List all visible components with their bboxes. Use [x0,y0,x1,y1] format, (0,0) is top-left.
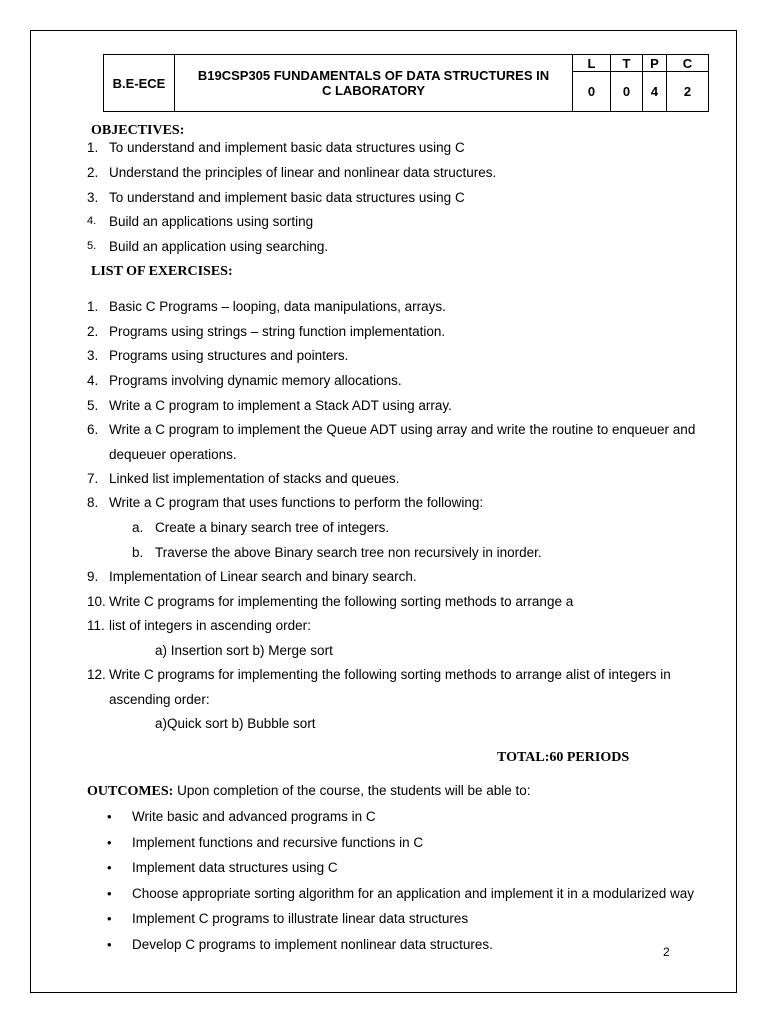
exercise-number: 8. [87,495,99,510]
ltpc-value-p: 4 [643,72,667,112]
bullet-icon: • [107,937,112,952]
exercise-subitem: Create a binary search tree of integers. [155,520,390,535]
objective-number: 3. [87,190,99,205]
exercise-item: Write a C program to implement a Stack ADT using array. [109,398,452,413]
ltpc-label-p: P [643,55,667,72]
exercise-item: Linked list implementation of stacks and queues. [109,471,400,486]
exercise-number: 6. [87,422,99,437]
exercise-number: 3. [87,348,99,363]
exercise-number: 10. [87,594,106,609]
objective-number: 4. [87,215,97,227]
program-cell: B.E-ECE [104,55,175,112]
exercise-item: Write C programs for implementing the following sorting methods to arrange a [109,594,574,609]
exercise-item: Programs using structures and pointers. [109,348,349,363]
exercise-number: 9. [87,569,99,584]
exercise-item: Basic C Programs – looping, data manipulations, arrays. [109,299,446,314]
exercises-heading: LIST OF EXERCISES: [91,264,233,279]
bullet-icon: • [107,835,112,850]
outcomes-intro: Upon completion of the course, the students will be able to: [173,783,531,798]
ltpc-label-l: L [573,55,611,72]
course-title-line1: B19CSP305 FUNDAMENTALS OF DATA STRUCTURES IN [197,68,550,83]
exercise-number: 2. [87,324,99,339]
exercise-number: 11. [87,618,105,633]
exercise-subitem: a) Insertion sort b) Merge sort [155,643,333,658]
exercise-item: Programs involving dynamic memory allocations. [109,373,402,388]
objective-item: Understand the principles of linear and nonlinear data structures. [109,165,497,180]
exercise-item-continued: dequeuer operations. [109,447,237,462]
outcome-item: Develop C programs to implement nonlinear data structures. [132,937,493,952]
objective-number: 2. [87,165,99,180]
exercise-number: 7. [87,471,99,486]
exercise-item: Write a C program to implement the Queue ADT using array and write the routine to enqueuer and [109,422,696,437]
objective-item: Build an application using searching. [109,239,329,254]
outcome-item: Choose appropriate sorting algorithm for an application and implement it in a modularized way [132,886,695,901]
objective-item: Build an applications using sorting [109,214,314,229]
objectives-heading: OBJECTIVES: [91,123,185,138]
total-periods: TOTAL:60 PERIODS [497,750,630,765]
bullet-icon: • [107,886,112,901]
objective-number: 5. [87,240,97,252]
exercise-item: Programs using strings – string function implementation. [109,324,446,339]
exercise-item: Write C programs for implementing the following sorting methods to arrange alist of integers in [109,667,671,682]
course-title [175,55,573,112]
ltpc-value-l: 0 [573,72,611,112]
exercise-item: list of integers in ascending order: [109,618,311,633]
page-number: 2 [663,945,670,959]
outcomes-heading: OUTCOMES: [87,784,174,799]
exercise-number: 4. [87,373,99,388]
exercise-number: 1. [87,299,99,314]
exercise-subitem: a)Quick sort b) Bubble sort [155,716,316,731]
outcome-item: Write basic and advanced programs in C [132,809,376,824]
objective-number: 1. [87,140,99,155]
objective-item: To understand and implement basic data structures using C [109,190,465,205]
outcome-item: Implement data structures using C [132,860,338,875]
course-header-table [103,54,709,112]
course-title-line2: C LABORATORY [321,83,426,98]
ltpc-value-t: 0 [611,72,643,112]
exercise-item: Implementation of Linear search and binary search. [109,569,417,584]
exercise-item: Write a C program that uses functions to perform the following: [109,495,484,510]
outcome-item: Implement C programs to illustrate linear data structures [132,911,469,926]
exercise-subitem: Traverse the above Binary search tree non recursively in inorder. [155,545,542,560]
exercise-subitem-letter: a. [132,520,144,535]
outcome-item: Implement functions and recursive functions in C [132,835,424,850]
bullet-icon: • [107,809,112,824]
objective-item: To understand and implement basic data structures using C [109,140,465,155]
exercise-number: 5. [87,398,99,413]
bullet-icon: • [107,911,112,926]
bullet-icon: • [107,860,112,875]
ltpc-label-t: T [611,55,643,72]
exercise-subitem-letter: b. [132,545,144,560]
ltpc-label-c: C [667,55,709,72]
outcomes-intro-line [87,783,531,800]
exercise-item-continued: ascending order: [109,692,210,707]
exercise-number: 12. [87,667,106,682]
ltpc-value-c: 2 [667,72,709,112]
